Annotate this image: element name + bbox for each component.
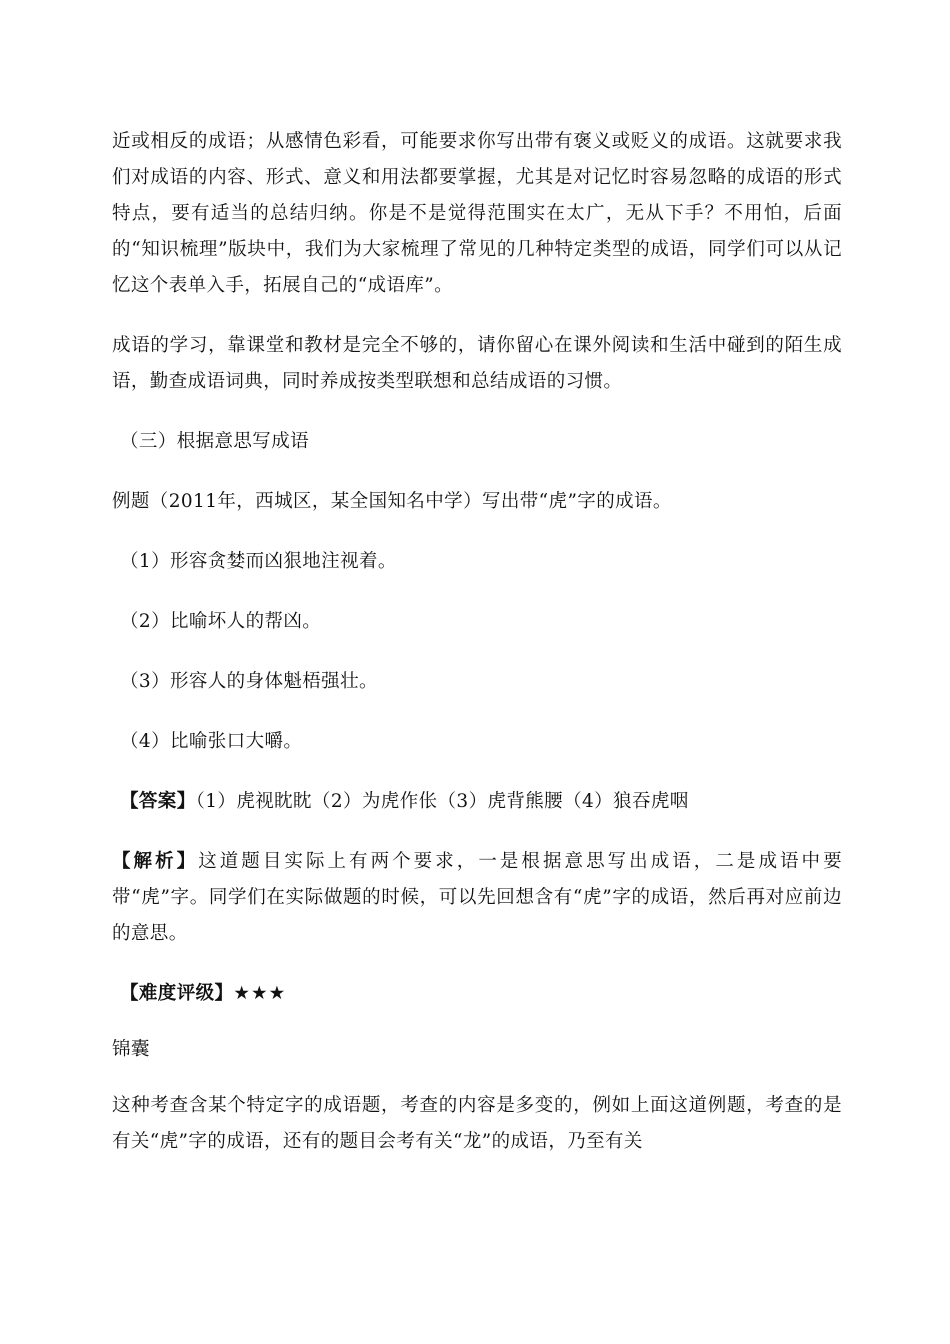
document-page [112, 124, 842, 1160]
difficulty-line [112, 976, 842, 1012]
section-heading: （三）根据意思写成语 [120, 431, 310, 452]
tip-paragraph: 这种考查含某个特定字的成语题，考查的内容是多变的，例如上面这道例题，考查的是有关“虎”字的成语，还有的题目会考有关“龙”的成语，乃至有关 [112, 1095, 842, 1152]
question-item-3: （3）形容人的身体魁梧强壮。 [120, 671, 378, 692]
analysis-paragraph [112, 844, 842, 952]
answer-label: 【答案】 [120, 791, 196, 812]
paragraph-form-requirements: 近或相反的成语；从感情色彩看，可能要求你写出带有褒义或贬义的成语。这就要求我们对成语的内容、形式、意义和用法都要掌握，尤其是对记忆时容易忽略的成语的形式特点，要有适当的总结归纳。你是不是觉得范围实在太广，无从下手？不用怕，后面的“知识梳理”版块中，我们为大家梳理了常见的几种特定类型的成语，同学们可以从记忆这个表单入手，拓展自己的“成语库”。 [112, 131, 842, 296]
answer-text: （1）虎视眈眈（2）为虎作伥（3）虎背熊腰（4）狼吞虎咽 [195, 791, 689, 812]
answer-line [112, 784, 842, 820]
tip-heading: 锦囊 [112, 1039, 150, 1060]
difficulty-stars: ★★★ [233, 983, 287, 1004]
question-item-4: （4）比喻张口大嚼。 [120, 731, 303, 752]
paragraph-study-advice: 成语的学习，靠课堂和教材是完全不够的，请你留心在课外阅读和生活中碰到的陌生成语，勤查成语词典，同时养成按类型联想和总结成语的习惯。 [112, 335, 842, 392]
analysis-label: 【解析】 [112, 851, 199, 872]
example-question: 例题（2011年，西城区，某全国知名中学）写出带“虎”字的成语。 [112, 491, 672, 512]
analysis-text: 这道题目实际上有两个要求，一是根据意思写出成语，二是成语中要带“虎”字。同学们在实际做题的时候，可以先回想含有“虎”字的成语，然后再对应前边的意思。 [112, 851, 842, 944]
question-item-2: （2）比喻坏人的帮凶。 [120, 611, 322, 632]
question-item-1: （1）形容贪婪而凶狠地注视着。 [120, 551, 397, 572]
difficulty-label: 【难度评级】 [120, 983, 234, 1004]
